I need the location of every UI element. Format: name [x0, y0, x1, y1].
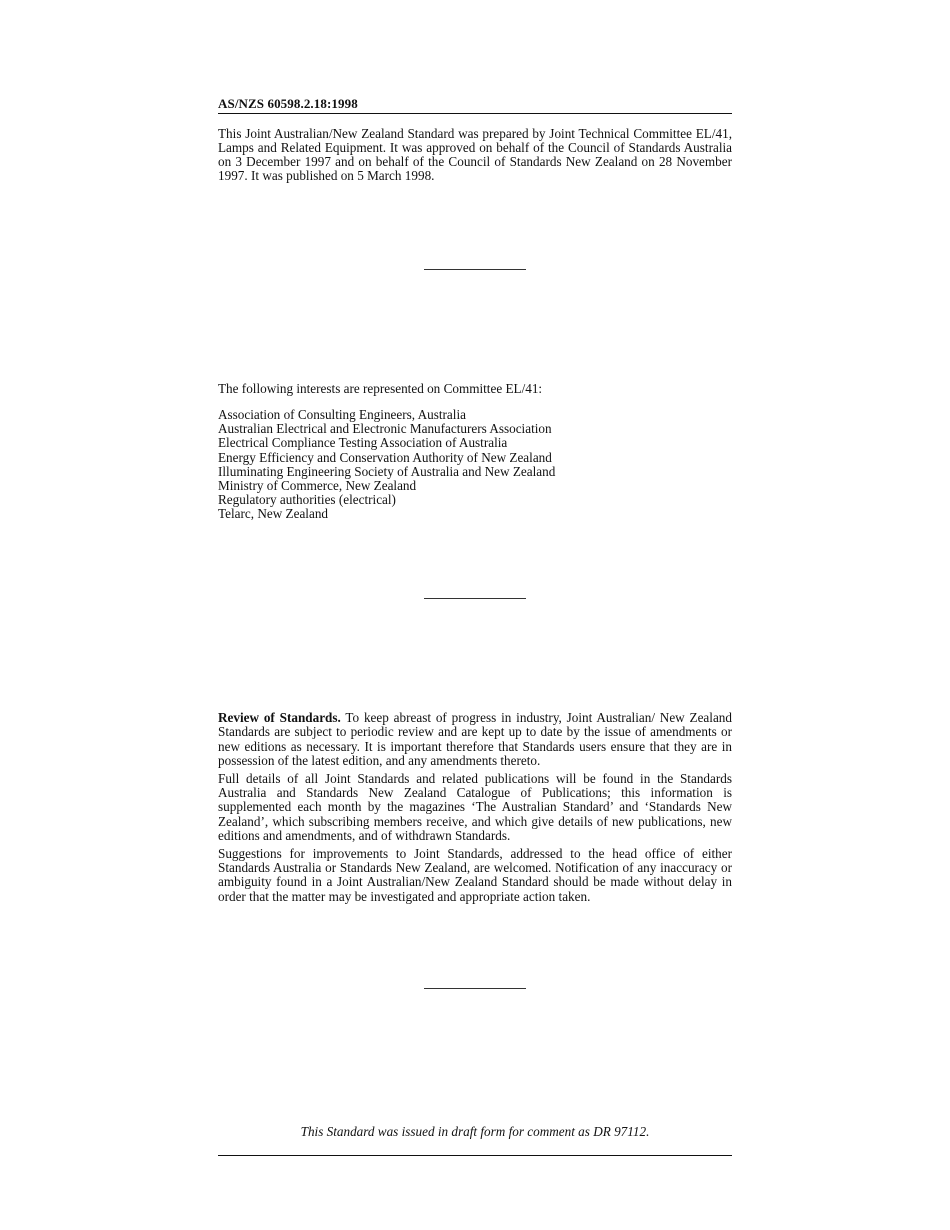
organization-item: Ministry of Commerce, New Zealand [218, 478, 417, 494]
suggestions-paragraph: Suggestions for improvements to Joint Standards, addressed to the head office of either Standards Australia or Standards New Zealand, are welcomed. Notification of any inaccuracy or ambiguity found in a Joint Australian/New Zealand Standard should be made without delay in order that the matter may be investigated and appropriate action taken. [218, 845, 732, 904]
organization-item: Illuminating Engineering Society of Australia and New Zealand [218, 463, 556, 479]
organization-item: Association of Consulting Engineers, Australia [218, 407, 466, 422]
organization-item: Electrical Compliance Testing Association of Australia [218, 435, 508, 451]
review-paragraph-text: To keep abreast of progress in industry, Joint Australian/ New Zealand Standards are subject to periodic review and are kept up to date by the issue of amendments or new editions as necessary. It is important therefore that Standards users ensure that they are in possession of the latest edition, and any amendments thereto. [218, 710, 732, 768]
section-divider [424, 988, 526, 989]
catalogue-paragraph: Full details of all Joint Standards and related publications will be found in the Standards Australia and Standards New Zealand Catalogue of Publications; this information is supplemented each month by the magazines ‘The Australian Standard’ and ‘Standards New Zealand’, which subscribing members receive, and which give details of new publications, new editions and amendments, and of withdrawn Standards. [218, 770, 732, 843]
review-of-standards-section [218, 711, 732, 908]
section-divider [424, 598, 526, 599]
organization-item: Energy Efficiency and Conservation Authority of New Zealand [218, 449, 552, 465]
draft-note: This Standard was issued in draft form for comment as DR 97112. [300, 1124, 650, 1139]
preparation-paragraph: This Joint Australian/New Zealand Standard was prepared by Joint Technical Committee EL/41, Lamps and Related Equipment. It was approved on behalf of the Council of Standards Australia on 3 December 1997 and on behalf of the Council of Standards New Zealand on 28 November 1997. It was published on 5 March 1998. [218, 126, 732, 184]
review-paragraph [218, 711, 732, 768]
committee-organization-list [218, 408, 555, 522]
header-rule [218, 113, 732, 114]
organization-item: Australian Electrical and Electronic Manufacturers Association [218, 421, 552, 437]
organization-item: Regulatory authorities (electrical) [218, 492, 396, 508]
organization-item: Telarc, New Zealand [218, 506, 329, 522]
interests-intro: The following interests are represented on Committee EL/41: [218, 381, 543, 396]
review-heading: Review of Standards. [218, 710, 341, 725]
section-divider [424, 269, 526, 270]
standard-code: AS/NZS 60598.2.18:1998 [218, 96, 358, 111]
footer-rule [218, 1155, 732, 1156]
